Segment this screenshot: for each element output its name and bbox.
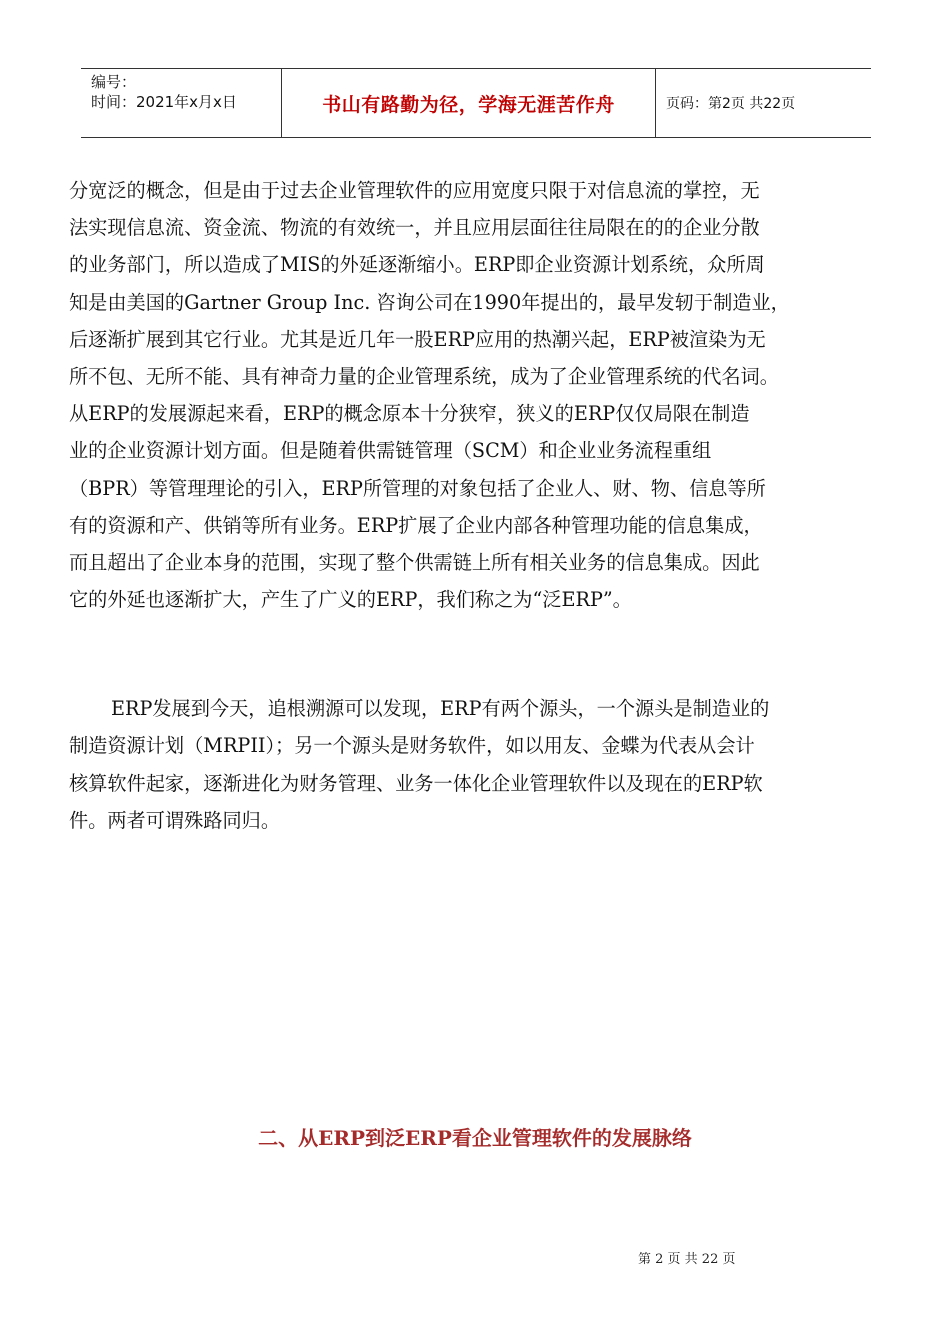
paragraph-1 (69, 172, 887, 618)
text-line: （BPR）等管理理论的引入，ERP所管理的对象包括了企业人、财、物、信息等所 (69, 476, 766, 500)
text-line: 制造资源计划（MRPII）；另一个源头是财务软件，如以用友、金蝶为代表从会计 (69, 734, 755, 758)
header-motto: 书山有路勤为径，学海无涯苦作舟 (282, 69, 656, 137)
text-line: 业的企业资源计划方面。但是随着供需链管理（SCM）和企业业务流程重组 (69, 439, 712, 463)
text-line: 所不包、无所不能、具有神奇力量的企业管理系统，成为了企业管理系统的代名词。 (69, 364, 779, 388)
header-page-label: 页码：第2页 共22页 (666, 96, 796, 112)
page-header (81, 68, 871, 138)
text-line: 有的资源和产、供销等所有业务。ERP扩展了企业内部各种管理功能的信息集成， (69, 513, 763, 537)
paragraph-gap (69, 618, 887, 690)
text-line: 的业务部门，所以造成了MIS的外延逐渐缩小。ERP即企业资源计划系统，众所周 (69, 253, 765, 277)
section-heading: 二、从ERP到泛ERP看企业管理软件的发展脉络 (258, 1126, 692, 1150)
text-line: 后逐渐扩展到其它行业。尤其是近几年一股ERP应用的热潮兴起，ERP被渲染为无 (69, 327, 766, 351)
text-line: 核算软件起家，逐渐进化为财务管理、业务一体化企业管理软件以及现在的ERP软 (69, 771, 763, 795)
paragraph-2 (69, 690, 887, 839)
text-line: ERP发展到今天，追根溯源可以发现，ERP有两个源头，一个源头是制造业的 (111, 697, 770, 721)
header-number-label: 编号： (91, 73, 137, 91)
header-meta (81, 69, 282, 137)
text-line: 知是由美国的Gartner Group Inc. 咨询公司在1990年提出的，最早发轫于制造业， (69, 290, 790, 314)
text-line: 而且超出了企业本身的范围，实现了整个供需链上所有相关业务的信息集成。因此 (69, 550, 760, 574)
text-line: 件。两者可谓殊路同归。 (69, 808, 281, 832)
page-footer: 第 2 页 共 22 页 (638, 1252, 736, 1267)
text-line: 它的外延也逐渐扩大，产生了广义的ERP，我们称之为“泛ERP”。 (69, 588, 632, 612)
text-line: 法实现信息流、资金流、物流的有效统一，并且应用层面往往局限在的的企业分散 (69, 216, 760, 240)
text-line: 分宽泛的概念，但是由于过去企业管理软件的应用宽度只限于对信息流的掌控，无 (69, 179, 760, 202)
text-line: 从ERP的发展源起来看，ERP的概念原本十分狭窄，狭义的ERP仅仅局限在制造 (69, 402, 750, 426)
document-body (69, 172, 887, 839)
header-time-label: 时间：2021年x月x日 (91, 93, 237, 111)
